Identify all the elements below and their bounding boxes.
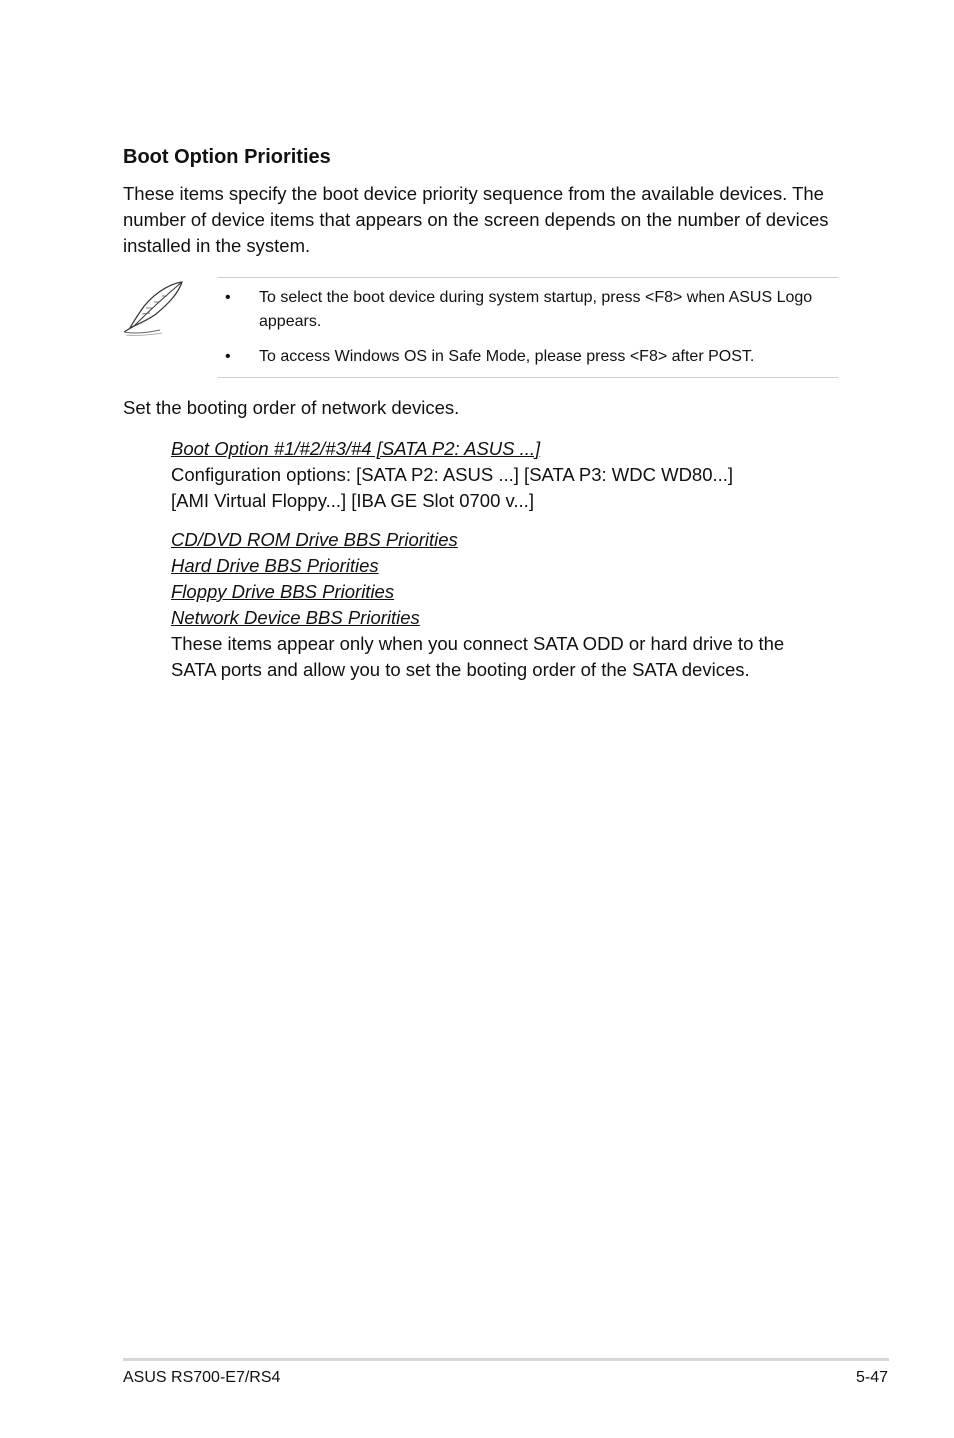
feather-pen-icon [120, 278, 188, 338]
network-intro: Set the booting order of network devices. [123, 397, 460, 418]
floppy-drive-bbs-link[interactable]: Floppy Drive BBS Priorities [171, 581, 395, 602]
bbs-description: These items appear only when you connect SATA ODD or hard drive to the SATA ports and allow you to set the booting order of the SATA devices. [171, 633, 785, 680]
config-options-line: [AMI Virtual Floppy...] [IBA GE Slot 0700 v...] [171, 490, 534, 511]
note-text: To access Windows OS in Safe Mode, please press <F8> after POST. [259, 348, 755, 365]
bbs-block [171, 527, 851, 683]
bullet: • [225, 289, 231, 306]
note-item [218, 345, 838, 369]
bullet: • [225, 348, 231, 365]
footer-divider [123, 1358, 889, 1361]
cd-dvd-bbs-link[interactable]: CD/DVD ROM Drive BBS Priorities [171, 529, 458, 550]
note-box [218, 277, 838, 378]
section-intro: These items specify the boot device priority sequence from the available devices. The number of device items that appears on the screen depends on the number of devices installed in the system. [123, 183, 829, 256]
page-number: 5-47 [855, 1369, 888, 1386]
hard-drive-bbs-link[interactable]: Hard Drive BBS Priorities [171, 555, 379, 576]
footer-product: ASUS RS700-E7/RS4 [123, 1369, 281, 1386]
boot-option-block [171, 436, 851, 514]
network-device-bbs-link[interactable]: Network Device BBS Priorities [171, 607, 420, 628]
config-options-line: Configuration options: [SATA P2: ASUS ...] [SATA P3: WDC WD80...] [171, 464, 734, 485]
note-item [218, 286, 838, 334]
boot-option-link[interactable]: Boot Option #1/#2/#3/#4 [SATA P2: ASUS ...] [171, 438, 541, 459]
section-title: Boot Option Priorities [123, 146, 331, 168]
note-text: To select the boot device during system startup, press <F8> when ASUS Logo appears. [259, 289, 813, 330]
